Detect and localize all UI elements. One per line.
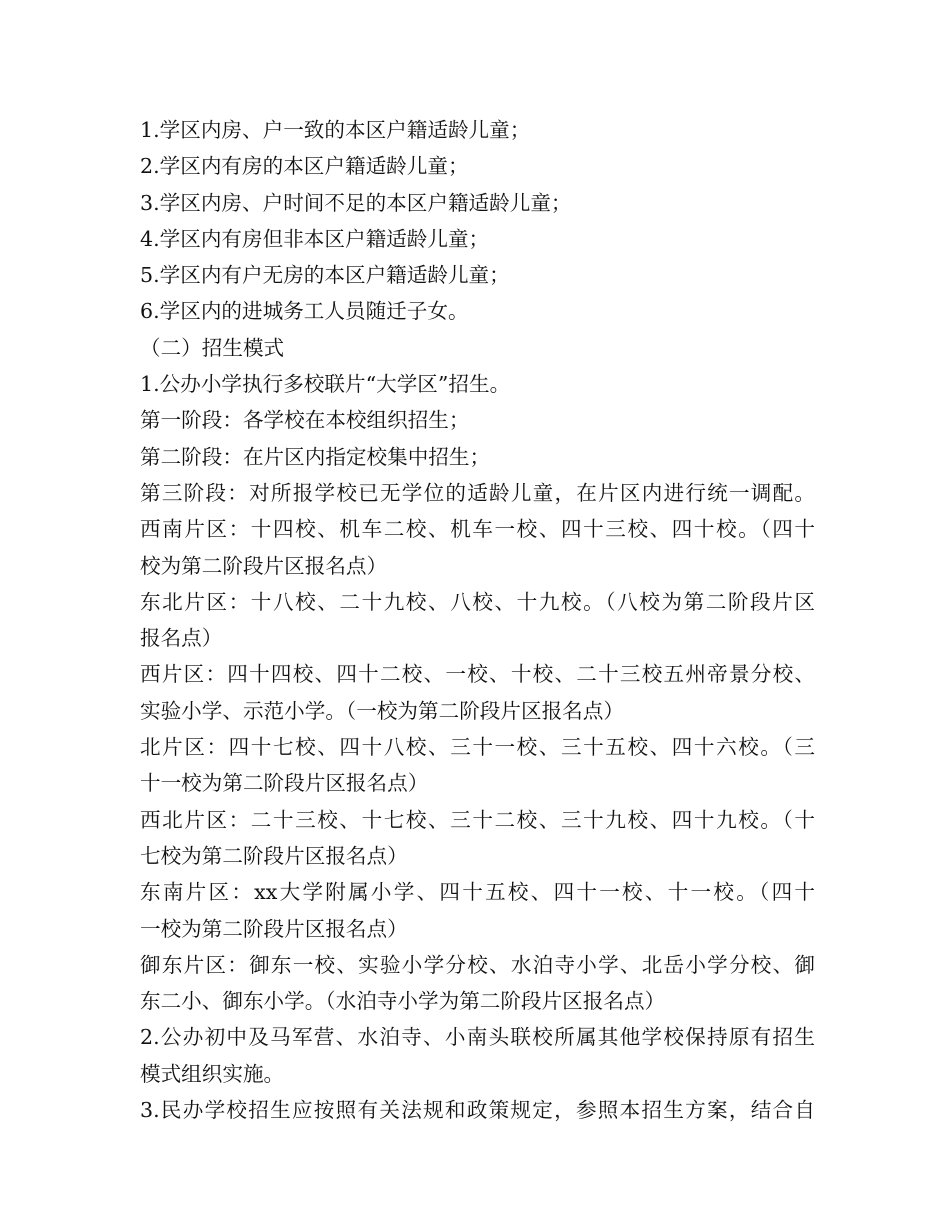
text-line: 第二阶段：在片区内指定校集中招生；: [140, 444, 491, 469]
text-line: 5.学区内有户无房的本区户籍适龄儿童；: [140, 263, 510, 288]
text-line: 东北片区：十八校、二十九校、八校、十九校。（八校为第二阶段片区: [140, 589, 815, 614]
text-line: 报名点）: [140, 626, 223, 651]
text-line: 第三阶段：对所报学校已无学位的适龄儿童，在片区内进行统一调配。: [140, 480, 815, 505]
text-line: 西南片区：十四校、机车二校、机车一校、四十三校、四十校。（四十: [140, 517, 815, 542]
text-line: 西片区：四十四校、四十二校、一校、十校、二十三校五州帝景分校、: [140, 662, 815, 687]
text-line: 6.学区内的进城务工人员随迁子女。: [140, 299, 469, 324]
text-line: 北片区：四十七校、四十八校、三十一校、三十五校、四十六校。（三: [140, 735, 815, 760]
text-line: 东南片区：xx大学附属小学、四十五校、四十一校、十一校。（四十: [140, 880, 815, 905]
text-line: （二）招生模式: [140, 335, 285, 360]
text-line: 七校为第二阶段片区报名点）: [140, 843, 408, 868]
text-line: 3.学区内房、户时间不足的本区户籍适龄儿童；: [140, 190, 572, 215]
text-line: 一校为第二阶段片区报名点）: [140, 916, 408, 941]
text-line: 东二小、御东小学。（水泊寺小学为第二阶段片区报名点）: [140, 989, 666, 1014]
text-line: 模式组织实施。: [140, 1061, 285, 1086]
text-line: 1.公办小学执行多校联片“大学区”招生。: [140, 372, 511, 397]
text-line: 御东片区：御东一校、实验小学分校、水泊寺小学、北岳小学分校、御: [140, 952, 815, 977]
text-line: 校为第二阶段片区报名点）: [140, 553, 388, 578]
text-line: 第一阶段：各学校在本校组织招生；: [140, 408, 470, 433]
text-line: 实验小学、示范小学。（一校为第二阶段片区报名点）: [140, 698, 624, 723]
text-line: 十一校为第二阶段片区报名点）: [140, 771, 429, 796]
text-line: 3.民办学校招生应按照有关法规和政策规定，参照本招生方案，结合自: [140, 1098, 815, 1123]
text-line: 西北片区：二十三校、十七校、三十二校、三十九校、四十九校。（十: [140, 807, 815, 832]
text-line: 2.学区内有房的本区户籍适龄儿童；: [140, 154, 469, 179]
text-line: 4.学区内有房但非本区户籍适龄儿童；: [140, 226, 490, 251]
text-line: 2.公办初中及马军营、水泊寺、小南头联校所属其他学校保持原有招生: [140, 1025, 815, 1050]
text-line: 1.学区内房、户一致的本区户籍适龄儿童；: [140, 118, 531, 142]
document-page: [140, 112, 815, 1128]
